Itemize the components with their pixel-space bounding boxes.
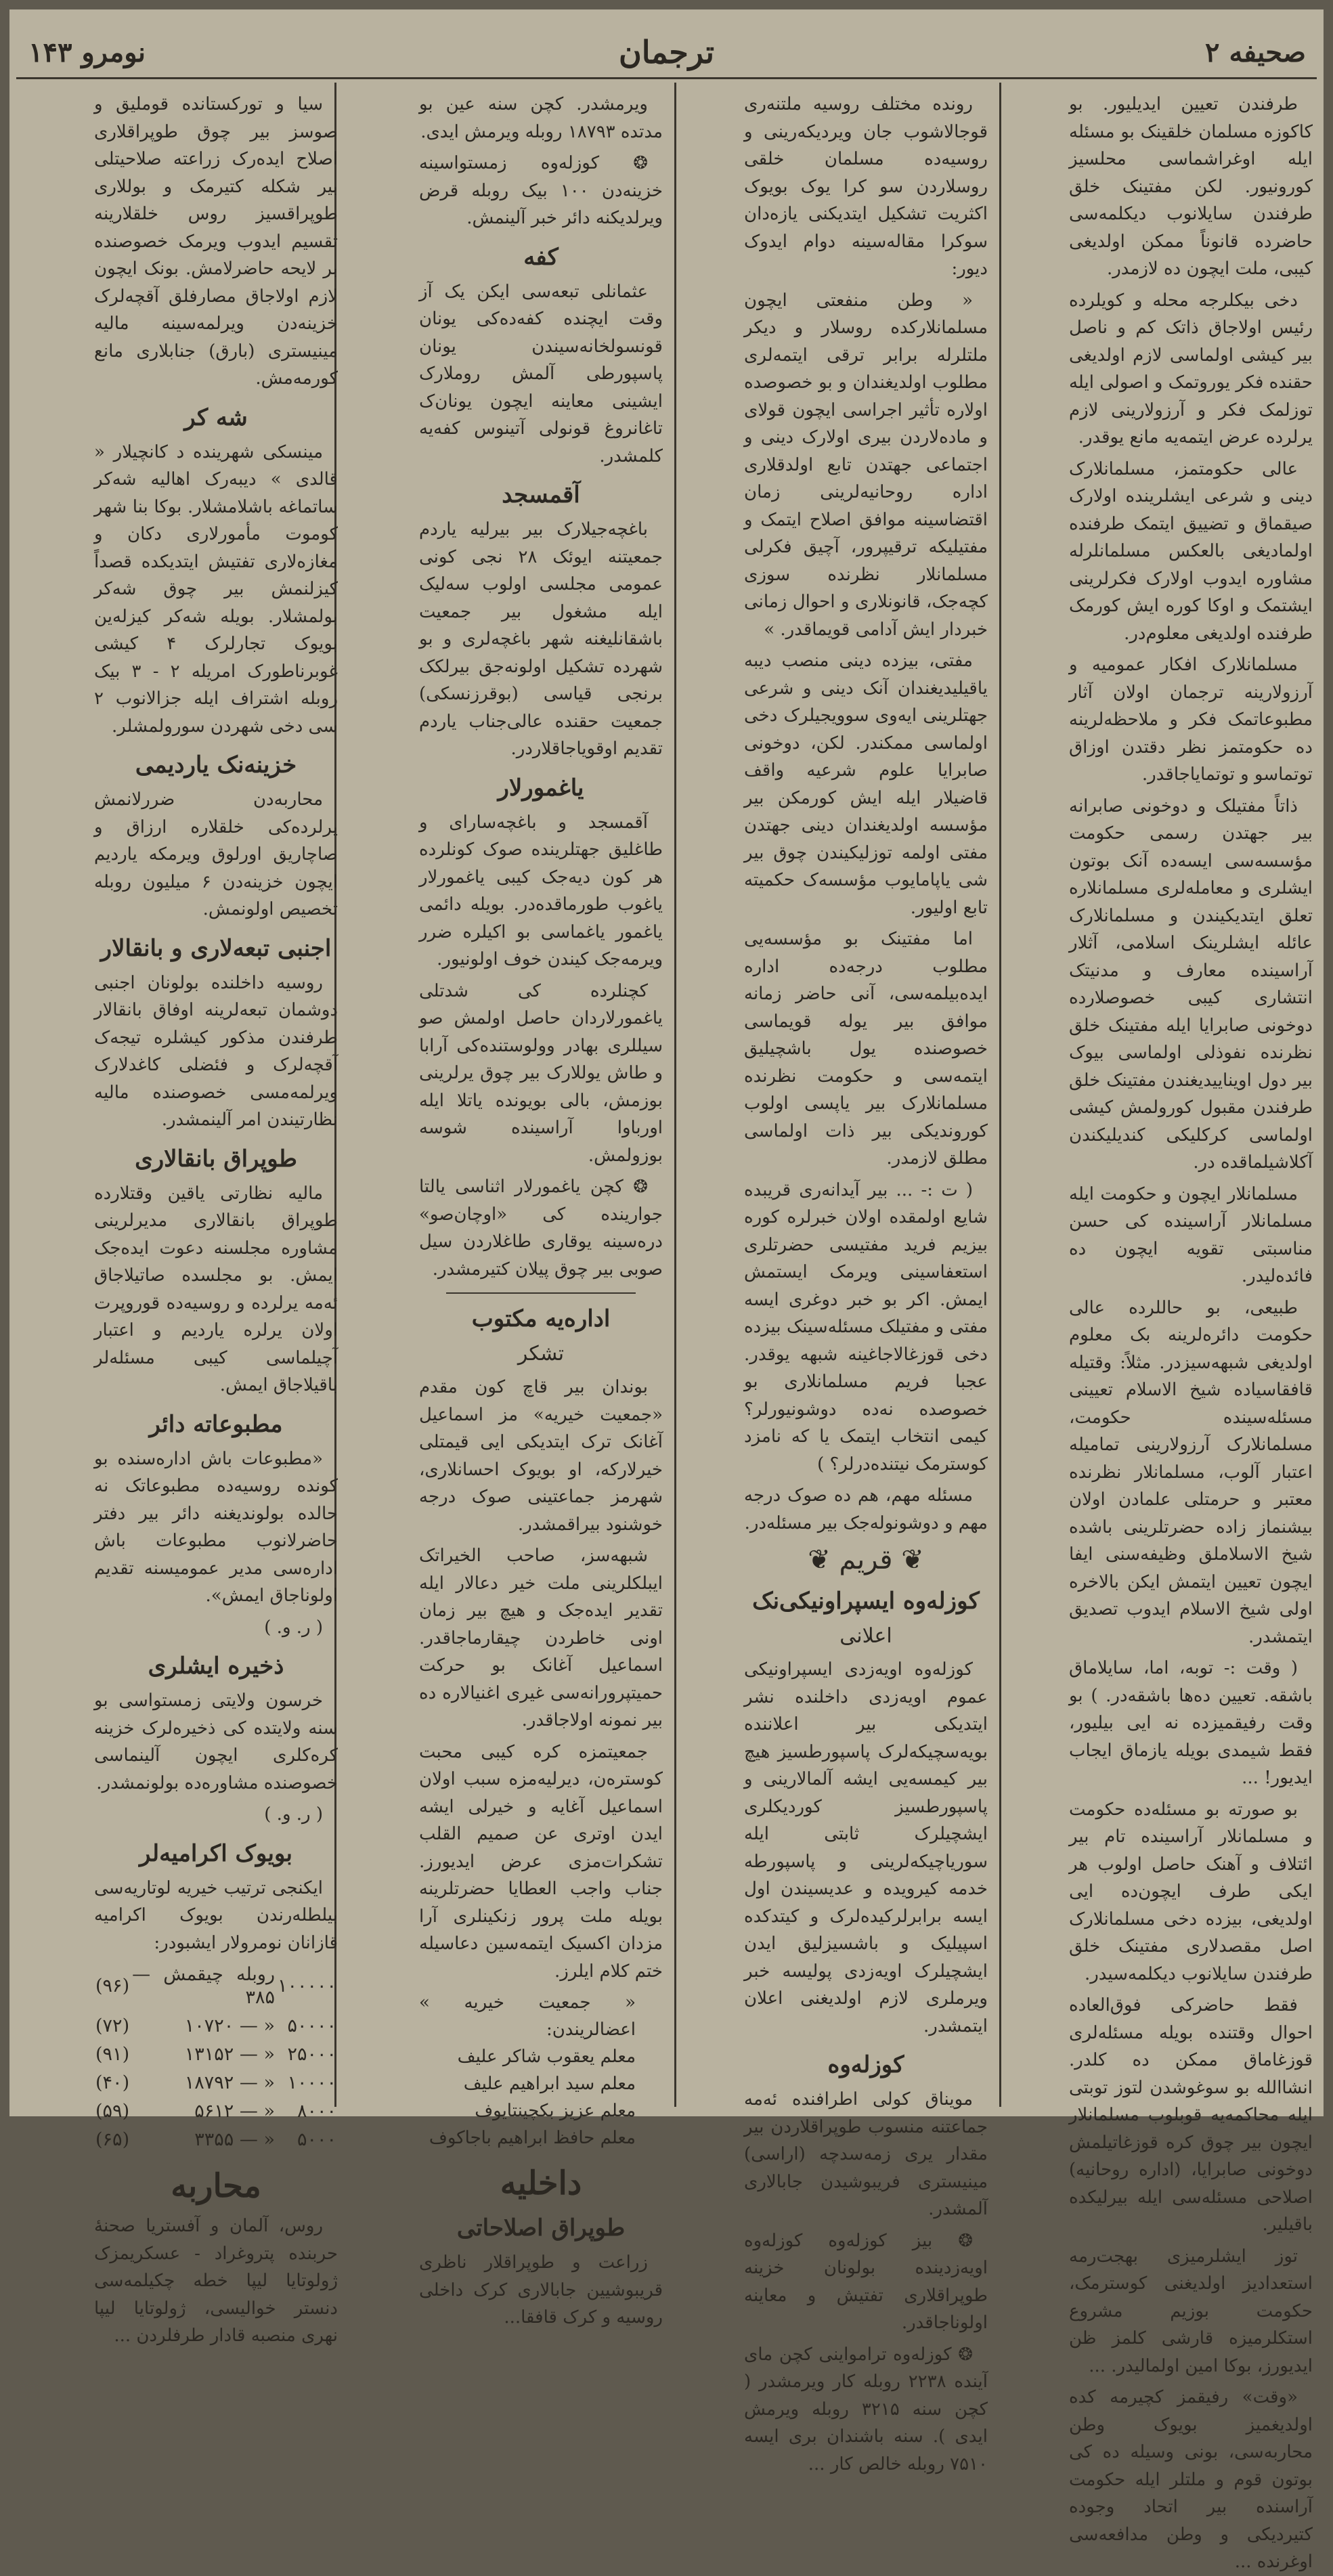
article-paragraph: عالی حکومتمز، مسلمانلارک دینی و شرعی ایشلرینده اولارک صیقماق و تضییق ایتمک طرفنده اولمادیغی بالعکس مسلمانلرله مشاوره ایدوب اولارک فکرلرینی ایشتمک و اوکا کوره ایش کورمک طرفنده اولدیغی معلوم‌در. [1069, 458, 1313, 644]
article-paragraph: بوندان بیر قاچ کون مقدم «جمعیت خیریه» مز اسماعیل آغانک ترک ایتدیکی ایی قیمتلی خیرلارکه، او بویوک احسانلاری، شهرمز جماعتینی صوک درجه خوشنود بیراقمشدر. [419, 1377, 663, 1535]
prize-amount: ۵۰۰۰ [297, 2129, 336, 2150]
article-paragraph: شبهه‌سز، صاحب الخیراتک ایبلکلرینی ملت خیر دعالار ایله تقدیر ایده‌جک و هیچ بیر زمان اونی خاطردن چیقارماجاقدر. اسماعیل آغانک بو حرکت حمیتپرورانه‌سی غیری اغنیالاره ده بیر نمونه اولاجاقدر. [419, 1546, 663, 1730]
page-number: صحیفه ۲ [1205, 37, 1306, 68]
article-paragraph: ایکنجی ترتیب خیریه لوتاریه‌سی بیلطله‌رندن بویوک اکرامیه قازانان نومرولار ایشبودر: [94, 1877, 338, 1953]
masthead [9, 9, 1324, 72]
column-4 [94, 91, 338, 2346]
article-paragraph: سیا و تورکستانده قوملیق و صوسز بیر چوق طوپراقلاری اصلاح ایده‌رک زراعته صلاحیتلی بیر شکله کتیرمک و بوللاری طوپراقسیز روس خلقلارینه تقسیم ایدوب ویرمک خصوصنده بر لایحه حاضرلامش. بونک ایچون لازم اولاجاق مصارفلق آقچه‌لرک خزینه‌دن ویرلمه‌سینه مالیه مینیستری (بارق) جنابلاری مانع کورمه‌مش. [94, 94, 338, 389]
article-paragraph: کچنلرده کی شدتلی یاغمورلاردان حاصل اولمش صو سیللری بهادر وولوستنده‌کی آرابا و طاش یوللارک بیر چوق یرلرینی بوزمش، بالی بویونده یاتلا ایله اورباوا آراسینده شوسه بوزولمش. [419, 980, 663, 1166]
table-row [94, 2012, 338, 2040]
article-paragraph: بو صورته بو مسئله‌ده حکومت و مسلمانلار آراسینده تام بیر ائتلاف و آهنک حاصل اولوب هر ایکی طرف ایچون‌ده ایی اولدیغی، بیزده دخی مسلمانلارک اصل مقصدلاری مفتینک خلق طرفندن سایلانوب دیکلمه‌سیدر. [1069, 1799, 1313, 1984]
article-paragraph: آقمسجد و باغچه‌سارای و طاغلیق جهتلرینده صوک کونلرده هر کون دیه‌جک کیبی یاغمورلار یاغوب طورماقده‌در. بویله دائمی یاغمور یاغماسی بو اکیلره ضرر ویرمه‌جک کیندن خوف اولونیور. [419, 812, 663, 969]
article-paragraph: جمعیتمزه کره کیبی محبت کوستره‌ن، دیرلیه‌مزه سبب اولان اسماعیل آغایه و خیرلی ایشه ایدن اوتری عن صمیم القلب تشکرات‌مزی عرض ایدیورز. جناب واجب العطایا حضرتلرینه بویله ملت پرور زنکینلری آرا مزدان اکسیک ایتمه‌سین دعاسیله ختم کلام ایلرز. [419, 1741, 663, 1982]
article-paragraph: طرفندن تعیین ایدیلیور. بو کاکوزه مسلمان خلقینک بو مسئله ایله اوغراشماسی محلسیز کورونیور. لکن مفتینک خلق طرفندن سایلانوب دیکلمه‌سی حاضرده قانوناً ممکن اولدیغی کیبی، ملت ایچون ده لازمدر. [1069, 94, 1313, 279]
ticket-number: « — ۱۰۷۲۰ [184, 2015, 275, 2036]
article-paragraph: زراعت و طوپراقلار ناظری قریبوشیین جابالاری کرک داخلی روسیه و کرک قافقا... [419, 2252, 663, 2328]
article-paragraph: مویناق کولی اطرافنده ئه‌مه جماعتنه منسوب طوپراقلاردن بیر مقدار یری زمه‌سدچه (اراسی) مینیستری فریبوشیدن جابالاری آلمشدر. [744, 2089, 988, 2219]
table-row [94, 2069, 338, 2097]
section-ornament-heading: ❦ قریم ❦ [808, 1544, 924, 1575]
subheading: اعلانی [839, 1624, 892, 1648]
row-code: (۹۱) [95, 2044, 130, 2065]
ticket-number: « — ۵۶۱۲ [194, 2101, 275, 2122]
section-heading: اجنبی تبعه‌لاری و بانقالار [100, 934, 332, 962]
article-paragraph: طبیعی، بو حاللرده عالی حکومت دائره‌لرینه بک معلوم اولدیغی شبهه‌سیزدر. مثلاً: وقتیله قافقاسیاده شیخ الاسلام تعیینی مسئله‌سینده حکومت، مسلمانلارک آرزولارینی تمامیله اعتبار آلوب، مسلمانلار نظرنده معتبر و حرمتلی علمادن اولان بیشنماز زاده حضرتلرینی باشده شیخ الاسلاملق وظیفه‌سنی ایفا ایچون تعیین ایتمش ایکن بالاخره اولی شیخ الاسلام ایدوب تصدیق ایتمشدر. [1069, 1297, 1313, 1647]
article-paragraph: ( ر. و. ) [264, 1804, 323, 1825]
section-heading: یاغمورلار [498, 774, 584, 802]
article-paragraph: ویرمشدر. کچن سنه عین بو مدتده ۱۸۷۹۳ روبله ویرمش ایدی. [419, 94, 663, 142]
article-paragraph: رونده مختلف روسیه ملتنه‌ری قوجالاشوب جان ویردیکه‌رینی و روسیه‌ده مسلمان خلقی روسلاردن سو کرا یوک بویوک اکثریت تشکیل ایتدیکنی یازه‌دان سوکرا مقاله‌سینه دوام ایدوک دیور: [744, 94, 988, 279]
prize-amount: ۱۰۰۰۰۰ [277, 1975, 336, 1996]
article-paragraph: کوزله‌وه اویه‌زدی ایسپراونیکی عموم اویه‌زدی داخلنده نشر ایتدیکی بیر اعلاننده بویه‌سچیکه‌لرک پاسپورطسیز هیچ بیر کیمسه‌یی ایشه آلمالارینی و پاسپورطسیز کوردیکلری ایشچیلرک ثابتی ایله سوریاچیکه‌لرینی و پاسپورطه خدمه کیرویده و عدیسیندن اول ایسه برابرلرکیده‌لرک و کیتدکده اسپیلیک و باشسیزلیق ایدن ایشچیلرک اویه‌زدی پولیسه خبر ویرملری لازم اولدیغنی اعلان ایتمشدر. [744, 1659, 988, 2036]
section-heading: ذخیره ایشلری [148, 1653, 284, 1680]
article-paragraph: خرسون ولایتی زمستواسی بو سنه ولایتده کی ذخیره‌لرک خزینه کره‌کلری ایچون آلینماسی خصوصنده مشاوره‌ده بولونمشدر. [94, 1690, 338, 1793]
issue-number: نومرو ۱۴۳ [28, 37, 146, 68]
column-2 [744, 91, 988, 2474]
row-code: (۷۲) [95, 2015, 130, 2036]
article-paragraph: مسلمانلار ایچون و حکومت ایله مسلمانلار آراسینده کی حسن مناسبتی تقویه ایچون ده فائده‌لیدر. [1069, 1183, 1313, 1286]
article-paragraph: عثمانلی تبعه‌سی ایکن یک آز وقت ایچنده کفه‌ده‌کی یونان قونسولخانه‌سیندن یونان پاسپورطی آلمش روملارک ایشینی معاینه ایچون یونان‌ک تاغانروغ قونولی آتینوس کفه‌یه کلمشدر. [419, 281, 663, 466]
article-paragraph: مفتی، بیزده دینی منصب دیبه یاقیلیدیغندان آنک دینی و شرعی جهتلرینی ایه‌وی سوویجیلرک دخی اولماسی ممکندر. لکن، دوخونی صابرایا علوم شرعیه واقف قاضیلار ایله ایش کورمکن بیر مؤسسه اولدیغندان دینی جهتدن مفتی اولمه توزلیکیندن چوق بیر شی یاپامایوب مؤسسه‌ک حکمیته تابع اولیور. [744, 651, 988, 918]
section-heading: کوزله‌وه [827, 2051, 904, 2078]
signature-line: معلم سید ابراهیم علیف [463, 2074, 636, 2094]
article-paragraph: « وطن منفعتی ایچون مسلمانلارکده روسلار و دیکر ملتلرله برابر ترقی ایتمه‌لری مطلوب اولدیغندان و بو خصوصده اولاره تأثیر اجراسی ایچون قولای و ماده‌لاردن بیری اولارک دینی و اجتماعی جهتدن تابع اولدقلاری اداره روحانیه‌لرینی زمان اقتضاسینه موافق اصلاح ایتمک و مفتیلیکه ترقیپرور، آچیق فکرلی مسلمانلار نظرنده سوزی کچه‌جک، قانونلاری و احوال زمانی خبردار ایش آدامی قویماقدر. » [744, 290, 988, 640]
article-paragraph: مسئله مهم، هم ده صوک درجه مهم و دوشونوله‌جک بیر مسئله‌در. [744, 1485, 988, 1533]
article-paragraph: روسیه داخلنده بولونان اجنبی دوشمان تبعه‌لرینه اوفاق بانقالار طرفندن مذکور کیشلره تیجه‌ک آقچه‌لرک و فئضلی کاغدلارک ویرلمه‌مسی خصوصنده مالیه نظارتیندن امر آلینمشدر. [94, 972, 338, 1130]
header-rule [16, 77, 1317, 79]
article-paragraph: محاربه‌دن ضررلانمش یرلرده‌کی خلقلاره ارزاق و صاچاریق اورلوق ویرمکه یاردیم ایچون خزینه‌دن ۶ میلیون روبله تخصیص اولونمش. [94, 789, 338, 919]
prize-amount: ۱۰۰۰۰ [287, 2072, 336, 2093]
article-paragraph: مالیه نظارتی یاقین وقتلارده طوپراق بانقالاری مدیرلرینی مشاوره مجلسنه دعوت ایده‌جک ایمش. بو مجلسده صاتیلاجاق ئه‌مه یرلرده و روسیه‌ده قوروپرت اولان یرلره یاردیم و اعتبار آچیلماسی کیبی مسئله‌لر باقیلاجاق ایمش. [94, 1183, 338, 1395]
row-code: (۶۵) [95, 2129, 130, 2150]
ticket-number: « — ۱۸۷۹۲ [184, 2072, 275, 2093]
table-row [94, 2097, 338, 2126]
row-code: (۹۶) [95, 1975, 130, 1996]
article-paragraph: باغچه‌جیلارک بیر بیرلیه یاردم جمعیتنه ایوئک ۲۸ نجی کونی عمومی مجلسی اولوب سه‌لیک ایله مشغول بیر جمعیت باشقانلیغنه شهر باغچه‌لری و بو شهرده تشکیل اولونه‌جق بیرلکک برنجی قیاسی (بوقرزنسکی) جمعیت حقنده عالی‌جناب یاردم تقدیم اوقویاجاقلاردر. [419, 519, 663, 759]
signature-line: معلم یعقوب شاکر علیف [457, 2047, 636, 2067]
ticket-number: « — ۱۳۱۵۲ [184, 2044, 275, 2065]
article-paragraph: «مطبوعات باش اداره‌سنده بو کونده روسیه‌ده مطبوعاتک نه حالده بولوندیغنه دائر بیر دفتر حاضرلانوب مطبوعات باش اداره‌سی مدیر عمومیسنه تقدیم اولوناجاق ایمش». [94, 1448, 338, 1606]
article-paragraph: روس، آلمان و آفستریا صحنۀ حربنده پتروغراد - عسکریمزک ژولوتایا لیپا خطه چکیلمه‌سی دنستر خوالیسی، ژولوتایا لیپا نهری منصبه قادار طرفلردن ... [94, 2216, 338, 2346]
newspaper-page [9, 9, 1324, 2572]
row-code: (۴۰) [95, 2072, 130, 2093]
prize-amount: ۸۰۰۰ [297, 2101, 336, 2122]
article-paragraph: ❂ کوزله‌وه زمستواسینه خزینه‌دن ۱۰۰ بیک روبله قرض ویرلدیکنه دائر خبر آلینمش. [419, 153, 663, 228]
article-paragraph: ( وقت :- توبه، اما، سایلاماق باشقه. تعیین ده‌ها باشقه‌در. ) بو وقت رفیقمیزده نه ایی بیلیور، فقط شیمدی بویله یازماق ایجاب ایدیور! ... [1069, 1658, 1313, 1788]
article-paragraph: ❂ کوزله‌وه ترامواینی کچن مای آینده ۲۲۳۸ روبله کار ویرمشدر ( کچن سنه ۳۲۱۵ روبله ویرمش ایدی ). سنه باشندان بری ایسه ۷۵۱۰ روبله خالص کار ... [744, 2344, 988, 2474]
article-paragraph: «وقت» رفیقمز کچیرمه کده اولدیغمیز بویوک وطن محاربه‌سی، بونی وسیله ده کی بوتون قوم و ملتلر ایله حکومت آراسنده بیر اتحاد وجوده کتیردیکی و وطن مدافعه‌سی اوغرنده ... [1069, 2387, 1313, 2572]
section-heading: طوپراق اصلاحاتی [456, 2214, 626, 2242]
article-paragraph: ( ت :- ... بیر آیدانه‌ری قریبده شایع اولمقده اولان خبرلره کوره بیزیم فرید مفتیسی حضرتلری استعفاسینی ویرمک ایستمش ایمش. اکر بو خبر دوغری ایسه مفتی و مفتیلک مسئله‌سینک بیزده دخی قوزغالاجاغینه شبهه یوقدر. عجبا فریم مسلمانلاری بو خصوصده نه‌ده دوشونیورلر؟ کیمی انتخاب ایتمک یا که نامزد کوسترمک نیتنده‌درلر؟ ) [744, 1179, 988, 1475]
signature-line: معلم حافظ ابراهیم باجاکوف [429, 2128, 636, 2148]
section-heading: طوپراق بانقالاری [135, 1145, 297, 1173]
signature-line: معلم عزیز بکچینتایوف [475, 2101, 636, 2121]
major-section-heading: داخلیه [500, 2164, 582, 2202]
table-row [94, 2040, 338, 2069]
column-3 [419, 91, 663, 2328]
section-heading: کفه [523, 243, 559, 271]
section-heading: آقمسجد [502, 481, 580, 508]
lottery-prize-table [94, 1961, 338, 2154]
section-heading: اداره‌یه مکتوب [471, 1305, 611, 1332]
section-heading: بویوک اکرامیه‌لر [139, 1839, 292, 1867]
section-divider [446, 1292, 636, 1294]
ticket-number: « — ۳۳۵۵ [194, 2129, 275, 2150]
newspaper-title: ترجمان [618, 34, 714, 70]
article-paragraph: فقط حاضرکی فوق‌العاده احوال وقتنده بویله مسئله‌لری قوزغاماق ممکن ده کلدر. انشاالله بو سوغوشدن لتوز توبتی ایله محاکمه‌یه قوبلوب مسلمانلار ایچون بیر چوق کره قوزغاتیلمش دوخونی صابرایا، (اداره روحانیه) اصلاحی مسئله‌سی ایله بیرلیکده باقیلیر. [1069, 1995, 1313, 2235]
table-row [94, 1961, 338, 2012]
article-paragraph: ❂ بیز کوزله‌وه کوزله‌وه اویه‌زدینده بولونان خزینه طوپراقلاری تفتیش و معاینه اولوناجاقدر. [744, 2230, 988, 2333]
article-paragraph: دخی بیکلرجه محله و کویلرده رئیس اولاجاق ذاتک کم و ناصل بیر کیشی اولماسی لازم اولدیغی حقنده فکر یوروتمک و اصولی ایله توزلمک فکر و آرزولارینی لازم یرلرده عرض ایتمه‌یه مانع یوقدر. [1068, 290, 1313, 447]
ticket-number: روبله چیقمش — ۳۸۵ [132, 1964, 275, 2008]
article-paragraph: مینسکی شهرینده د کانچیلار « قالدی » دیبه‌رک اهالیه شه‌کر ساتماغه باشلامشلار. بوکا بنا شهر کوموت مأمورلاری دکان و مغازه‌لاری تفتیش ایتدیکده قصداً کیزلنمش بیر چوق شه‌کر بولمشلار. بویله شه‌کر کیزله‌ین بویوک تجارلرک ۴ کیشی غوبرناطورک امریله ۲ - ۳ بیک روبله اشتراف ایله جزالانوب ۲ سی دخی شهردن سورولمشلر. [94, 441, 338, 737]
signature-line: « جمعیت خیریه » اعضالریندن: [419, 1992, 636, 2040]
major-section-heading: محاربه [171, 2167, 261, 2205]
subheading: تشکر [517, 1342, 565, 1366]
section-heading: مطبوعاته دائر [149, 1410, 283, 1438]
article-paragraph: مسلمانلارک افکار عمومیه و آرزولارینه ترجمان اولان آثار مطبوعاتمک فکر و ملاحظه‌لرینه ده حکومتمز نظر دقتدن اوزاق توتماسو و توتمایاجاقدر. [1069, 655, 1313, 785]
section-heading: کوزله‌وه ایسپراونیکی‌نک [752, 1588, 980, 1615]
prize-amount: ۲۵۰۰۰ [287, 2044, 336, 2065]
column-divider [674, 83, 676, 2107]
article-paragraph: توز ایشلرمیزی بهجت‌رمه استعدادیز اولدیغنی کوسترمک، حکومت بوزیم مشروع استکلرمیزه قارشی کلمز ظن ایدیورز، بوکا امین اولمالیدر. ... [1069, 2246, 1313, 2376]
section-heading: شه کر [184, 403, 248, 431]
article-paragraph: ( ر. و. ) [264, 1617, 323, 1638]
article-paragraph: ذاتاً مفتیلک و دوخونی صابرانه بیر جهتدن رسمی حکومت مؤسسه‌سی ایسه‌ده آنک بوتون ایشلری و معامله‌لری مسلمانلاره تعلق ایتدیکیندن و مسلمانلارک عائله ایشلرینک اسلامی، آثلار آراسینده معارف و مدنیتک انتشاری کیبی خصوصلارده دوخونی صابرایا ایله مفتینک خلق نظرنده نفوذلی اولماسی بیوک بیر دول اویناییدیغندن مفتینک خلق طرفندن مقبول کورولمش کیشی اولماسی کرکلیکی کندیلیکندن آکلاشیلماقده در. [1069, 795, 1313, 1173]
table-row [94, 2126, 338, 2154]
column-divider [999, 83, 1001, 2107]
column-1 [1068, 91, 1313, 2572]
prize-amount: ۵۰۰۰۰ [287, 2015, 336, 2036]
article-paragraph: ❂ کچن یاغمورلار اثناسی یالتا جوارینده کی «اوچان‌صو» دره‌سینه یوقاری طاغلاردن سیل صوبی بیر چوق پیلان کتیرمشدر. [419, 1177, 663, 1280]
article-paragraph: اما مفتینک بو مؤسسه‌یی مطلوب درجه‌ده اداره ایده‌بیلمه‌سی، آنی حاضر زمانه موافق بیر یوله قویماسی خصوصنده یول باشچیلیق ایتمه‌سی و حکومت نظرنده مسلمانلارک بیر یاپسی اولوب کوروندیکی بیر ذات اولماسی مطلق لازمدر. [744, 929, 988, 1169]
row-code: (۵۹) [95, 2101, 130, 2122]
section-heading: خزینه‌نک یاردیمی [135, 751, 297, 779]
